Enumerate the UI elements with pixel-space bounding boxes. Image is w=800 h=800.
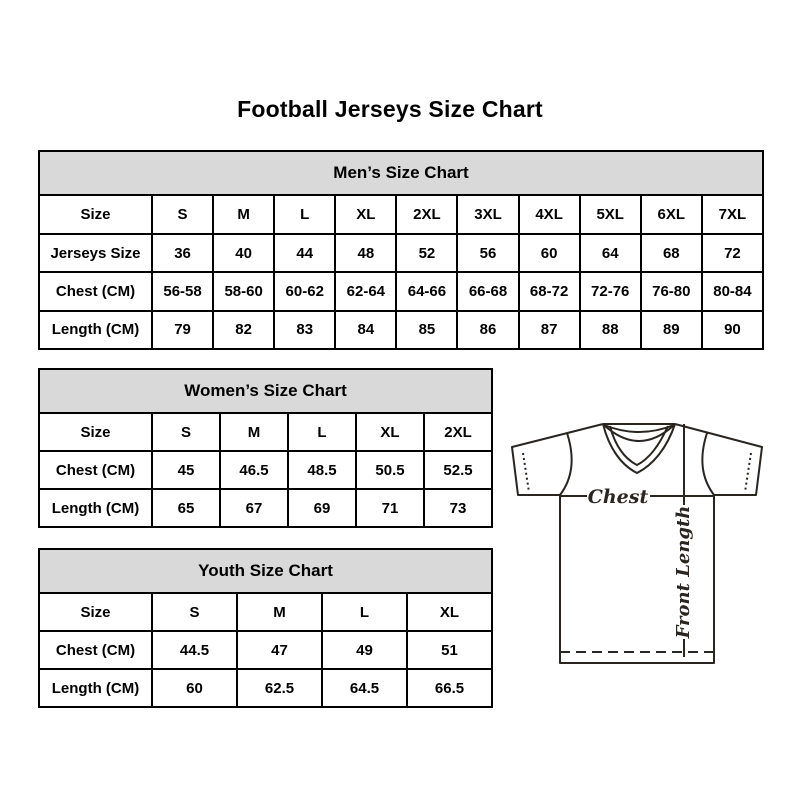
mens-size-chart-table: [38, 150, 764, 350]
value-cell: L: [288, 413, 356, 451]
youth-size-chart-table: [38, 548, 493, 708]
womens-size-table: [38, 368, 493, 528]
cuff-dotted-line-right: [745, 453, 751, 492]
value-cell: 72-76: [580, 272, 641, 310]
value-cell: M: [213, 195, 274, 233]
value-cell: M: [220, 413, 288, 451]
value-cell: 84: [335, 311, 396, 349]
value-cell: 86: [457, 311, 518, 349]
womens-table-title: Women’s Size Chart: [39, 369, 492, 413]
womens-size-chart-table: [38, 368, 493, 528]
value-cell: 83: [274, 311, 335, 349]
value-cell: 2XL: [424, 413, 492, 451]
value-cell: 68: [641, 234, 702, 272]
value-cell: 40: [213, 234, 274, 272]
value-cell: 90: [702, 311, 763, 349]
value-cell: 46.5: [220, 451, 288, 489]
table-row: [39, 234, 763, 272]
row-label-cell: Length (CM): [39, 669, 152, 707]
table-title-row: [39, 549, 492, 593]
value-cell: 64-66: [396, 272, 457, 310]
value-cell: 71: [356, 489, 424, 527]
table-row: [39, 272, 763, 310]
value-cell: 4XL: [519, 195, 580, 233]
value-cell: 64: [580, 234, 641, 272]
value-cell: 50.5: [356, 451, 424, 489]
value-cell: 48: [335, 234, 396, 272]
value-cell: L: [274, 195, 335, 233]
table-row: [39, 451, 492, 489]
table-row: [39, 413, 492, 451]
table-row: [39, 631, 492, 669]
value-cell: 47: [237, 631, 322, 669]
value-cell: 44.5: [152, 631, 237, 669]
value-cell: 58-60: [213, 272, 274, 310]
value-cell: L: [322, 593, 407, 631]
value-cell: 49: [322, 631, 407, 669]
value-cell: 72: [702, 234, 763, 272]
front-length-label: Front Length: [673, 505, 694, 639]
value-cell: 88: [580, 311, 641, 349]
row-label-cell: Size: [39, 195, 152, 233]
value-cell: 60: [152, 669, 237, 707]
value-cell: 52: [396, 234, 457, 272]
value-cell: S: [152, 593, 237, 631]
page-title: Football Jerseys Size Chart: [237, 96, 543, 122]
row-label-cell: Size: [39, 593, 152, 631]
value-cell: 60-62: [274, 272, 335, 310]
value-cell: 62-64: [335, 272, 396, 310]
value-cell: 64.5: [322, 669, 407, 707]
value-cell: 44: [274, 234, 335, 272]
table-row: [39, 489, 492, 527]
value-cell: 87: [519, 311, 580, 349]
value-cell: 68-72: [519, 272, 580, 310]
value-cell: 66-68: [457, 272, 518, 310]
value-cell: 60: [519, 234, 580, 272]
value-cell: 2XL: [396, 195, 457, 233]
value-cell: S: [152, 195, 213, 233]
chest-label: Chest: [587, 486, 649, 508]
value-cell: 69: [288, 489, 356, 527]
mens-table-title: Men’s Size Chart: [39, 151, 763, 195]
row-label-cell: Length (CM): [39, 489, 152, 527]
row-label-cell: Chest (CM): [39, 272, 152, 310]
value-cell: 51: [407, 631, 492, 669]
table-row: [39, 669, 492, 707]
value-cell: 5XL: [580, 195, 641, 233]
table-row: [39, 311, 763, 349]
value-cell: 85: [396, 311, 457, 349]
cuff-dotted-line-left: [523, 453, 529, 492]
sleeve-seam-right: [702, 433, 714, 495]
jersey-outline: [512, 424, 762, 663]
value-cell: 67: [220, 489, 288, 527]
value-cell: 73: [424, 489, 492, 527]
row-label-cell: Chest (CM): [39, 631, 152, 669]
value-cell: 66.5: [407, 669, 492, 707]
value-cell: XL: [356, 413, 424, 451]
value-cell: 3XL: [457, 195, 518, 233]
value-cell: 56-58: [152, 272, 213, 310]
value-cell: XL: [407, 593, 492, 631]
value-cell: 82: [213, 311, 274, 349]
sleeve-seam-left: [560, 433, 572, 495]
value-cell: 7XL: [702, 195, 763, 233]
table-title-row: [39, 151, 763, 195]
value-cell: 48.5: [288, 451, 356, 489]
value-cell: 80-84: [702, 272, 763, 310]
value-cell: 52.5: [424, 451, 492, 489]
jersey-collar-back-arc-1: [604, 425, 674, 432]
value-cell: 76-80: [641, 272, 702, 310]
row-label-cell: Length (CM): [39, 311, 152, 349]
value-cell: XL: [335, 195, 396, 233]
value-cell: 79: [152, 311, 213, 349]
value-cell: 65: [152, 489, 220, 527]
row-label-cell: Chest (CM): [39, 451, 152, 489]
table-row: [39, 195, 763, 233]
row-label-cell: Jerseys Size: [39, 234, 152, 272]
value-cell: S: [152, 413, 220, 451]
jersey-measurement-diagram: [503, 412, 775, 674]
value-cell: 89: [641, 311, 702, 349]
value-cell: 36: [152, 234, 213, 272]
value-cell: M: [237, 593, 322, 631]
value-cell: 45: [152, 451, 220, 489]
value-cell: 62.5: [237, 669, 322, 707]
youth-table-title: Youth Size Chart: [39, 549, 492, 593]
table-title-row: [39, 369, 492, 413]
youth-size-table: [38, 548, 493, 708]
row-label-cell: Size: [39, 413, 152, 451]
table-row: [39, 593, 492, 631]
value-cell: 6XL: [641, 195, 702, 233]
mens-size-table: [38, 150, 764, 350]
value-cell: 56: [457, 234, 518, 272]
